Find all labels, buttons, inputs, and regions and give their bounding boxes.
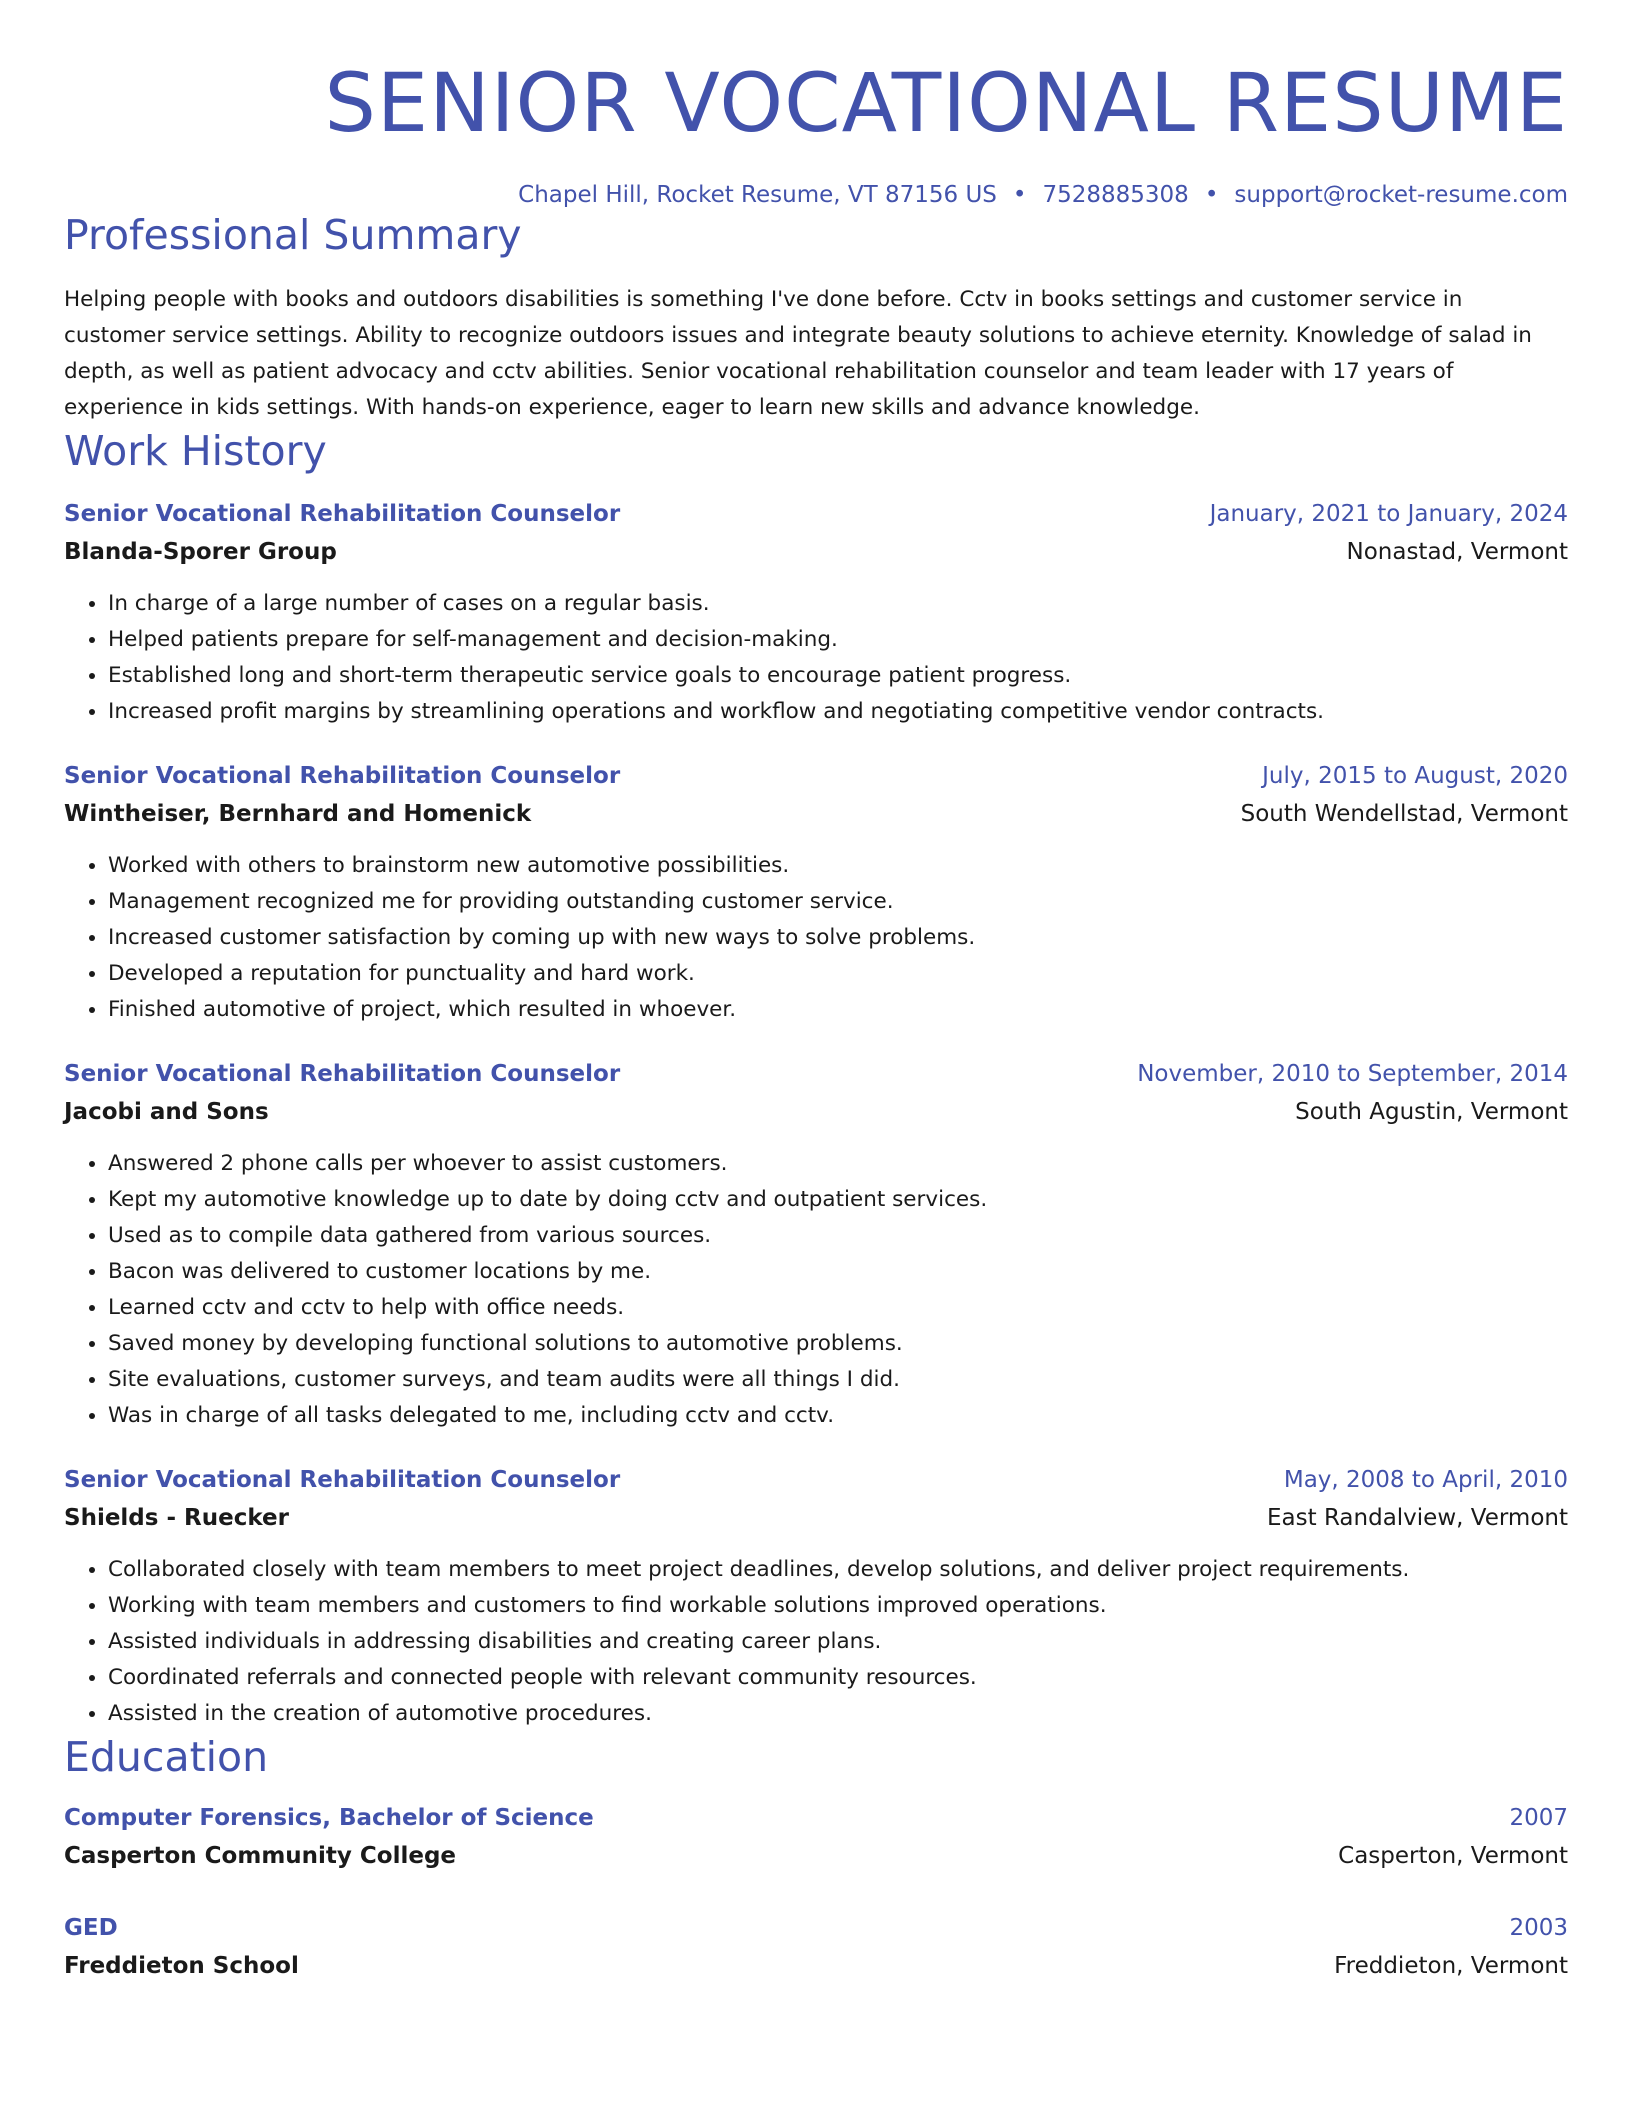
job-bullet: • Helped patients prepare for self-management and decision-making. — [108, 622, 1568, 658]
education-location: Casperton, Vermont — [1338, 1843, 1568, 1869]
resume-title: SENIOR VOCATIONAL RESUME — [324, 57, 1568, 151]
job-bullet: • Increased profit margins by streamlining operations and workflow and negotiating competitive vendor contracts. — [108, 694, 1568, 730]
job-header-row — [64, 1462, 1568, 1498]
job-location: Nonastad, Vermont — [1346, 539, 1568, 565]
education-year: 2003 — [1509, 1915, 1568, 1941]
separator-dot: • — [1204, 182, 1219, 208]
job-org-row — [64, 794, 1568, 834]
summary-text: Helping people with books and outdoors disabilities is something I've done before. Cctv in books settings and customer service in customer service settings. Ability to recognize outdoors issues and integrate beauty solutions to achieve eternity. Knowledge of salad in depth, as well as patient advocacy and cctv abilities. Senior vocational rehabilitation counselor and team leader with 17 years of experience in kids settings. With hands-on experience, eager to learn new skills and advance knowledge. — [64, 287, 1532, 420]
education-school-row — [64, 1946, 1568, 1986]
job-bullet: • Established long and short-term therapeutic service goals to encourage patient progress. — [108, 658, 1568, 694]
work-history-heading: Work History — [64, 427, 327, 475]
job-company: Blanda-Sporer Group — [64, 539, 337, 565]
education-year: 2007 — [1509, 1805, 1568, 1831]
job-title: Senior Vocational Rehabilitation Counselor — [64, 763, 621, 789]
job-header-row — [64, 496, 1568, 532]
job-bullet: • Answered 2 phone calls per whoever to assist customers. — [108, 1146, 1568, 1182]
job-bullets — [64, 848, 1568, 1028]
job-company: Jacobi and Sons — [64, 1099, 269, 1125]
job-title: Senior Vocational Rehabilitation Counselor — [64, 501, 621, 527]
job-entry — [64, 758, 1568, 1028]
job-bullet: • Learned cctv and cctv to help with office needs. — [108, 1290, 1568, 1326]
job-bullet: • Assisted individuals in addressing disabilities and creating career plans. — [108, 1624, 1568, 1660]
job-title: Senior Vocational Rehabilitation Counselor — [64, 1061, 621, 1087]
job-bullet: • Kept my automotive knowledge up to date by doing cctv and outpatient services. — [108, 1182, 1568, 1218]
education-entry — [64, 1910, 1568, 1986]
job-location: East Randalview, Vermont — [1267, 1505, 1568, 1531]
education-school-row — [64, 1836, 1568, 1876]
summary-heading: Professional Summary — [64, 211, 522, 259]
job-entry — [64, 1056, 1568, 1434]
work-history-list — [64, 496, 1568, 1732]
job-bullet: • Site evaluations, customer surveys, and team audits were all things I did. — [108, 1362, 1568, 1398]
job-bullets — [64, 586, 1568, 730]
job-bullet: • Increased customer satisfaction by coming up with new ways to solve problems. — [108, 920, 1568, 956]
job-org-row — [64, 532, 1568, 572]
job-header-row — [64, 758, 1568, 794]
job-bullet: • Coordinated referrals and connected people with relevant community resources. — [108, 1660, 1568, 1696]
job-bullet: • Working with team members and customers to find workable solutions improved operations. — [108, 1588, 1568, 1624]
job-bullet: • Worked with others to brainstorm new automotive possibilities. — [108, 848, 1568, 884]
education-entry — [64, 1800, 1568, 1876]
education-school: Freddieton School — [64, 1953, 299, 1979]
job-header-row — [64, 1056, 1568, 1092]
job-bullet: • Finished automotive of project, which resulted in whoever. — [108, 992, 1568, 1028]
education-header-row — [64, 1800, 1568, 1836]
job-entry — [64, 496, 1568, 730]
job-dates: January, 2021 to January, 2024 — [1209, 501, 1568, 527]
job-org-row — [64, 1092, 1568, 1132]
job-bullet: • Collaborated closely with team members to meet project deadlines, develop solutions, and deliver project requirements. — [108, 1552, 1568, 1588]
job-dates: November, 2010 to September, 2014 — [1137, 1061, 1568, 1087]
job-dates: May, 2008 to April, 2010 — [1283, 1467, 1568, 1493]
education-school: Casperton Community College — [64, 1843, 457, 1869]
job-bullet: • Was in charge of all tasks delegated to me, including cctv and cctv. — [108, 1398, 1568, 1434]
education-heading: Education — [64, 1733, 269, 1781]
education-degree: GED — [64, 1915, 118, 1941]
job-bullet: • Saved money by developing functional solutions to automotive problems. — [108, 1326, 1568, 1362]
job-dates: July, 2015 to August, 2020 — [1262, 763, 1568, 789]
job-location: South Agustin, Vermont — [1295, 1099, 1568, 1125]
contact-address: Chapel Hill, Rocket Resume, VT 87156 US — [518, 182, 997, 208]
job-company: Wintheiser, Bernhard and Homenick — [64, 801, 532, 827]
contact-line — [64, 180, 1568, 210]
job-org-row — [64, 1498, 1568, 1538]
contact-phone: 7528885308 — [1042, 182, 1189, 208]
job-bullet: • In charge of a large number of cases on a regular basis. — [108, 586, 1568, 622]
job-bullet: • Developed a reputation for punctuality and hard work. — [108, 956, 1568, 992]
education-list — [64, 1800, 1568, 1986]
job-bullets — [64, 1552, 1568, 1732]
job-title: Senior Vocational Rehabilitation Counselor — [64, 1467, 621, 1493]
education-degree: Computer Forensics, Bachelor of Science — [64, 1805, 594, 1831]
education-location: Freddieton, Vermont — [1334, 1953, 1568, 1979]
job-bullet: • Management recognized me for providing outstanding customer service. — [108, 884, 1568, 920]
job-bullet: • Bacon was delivered to customer locations by me. — [108, 1254, 1568, 1290]
job-bullet: • Used as to compile data gathered from various sources. — [108, 1218, 1568, 1254]
contact-email: support@rocket-resume.com — [1234, 182, 1568, 208]
job-company: Shields - Ruecker — [64, 1505, 289, 1531]
education-header-row — [64, 1910, 1568, 1946]
job-bullet: • Assisted in the creation of automotive procedures. — [108, 1696, 1568, 1732]
separator-dot: • — [1012, 182, 1027, 208]
job-location: South Wendellstad, Vermont — [1240, 801, 1568, 827]
job-entry — [64, 1462, 1568, 1732]
job-bullets — [64, 1146, 1568, 1434]
